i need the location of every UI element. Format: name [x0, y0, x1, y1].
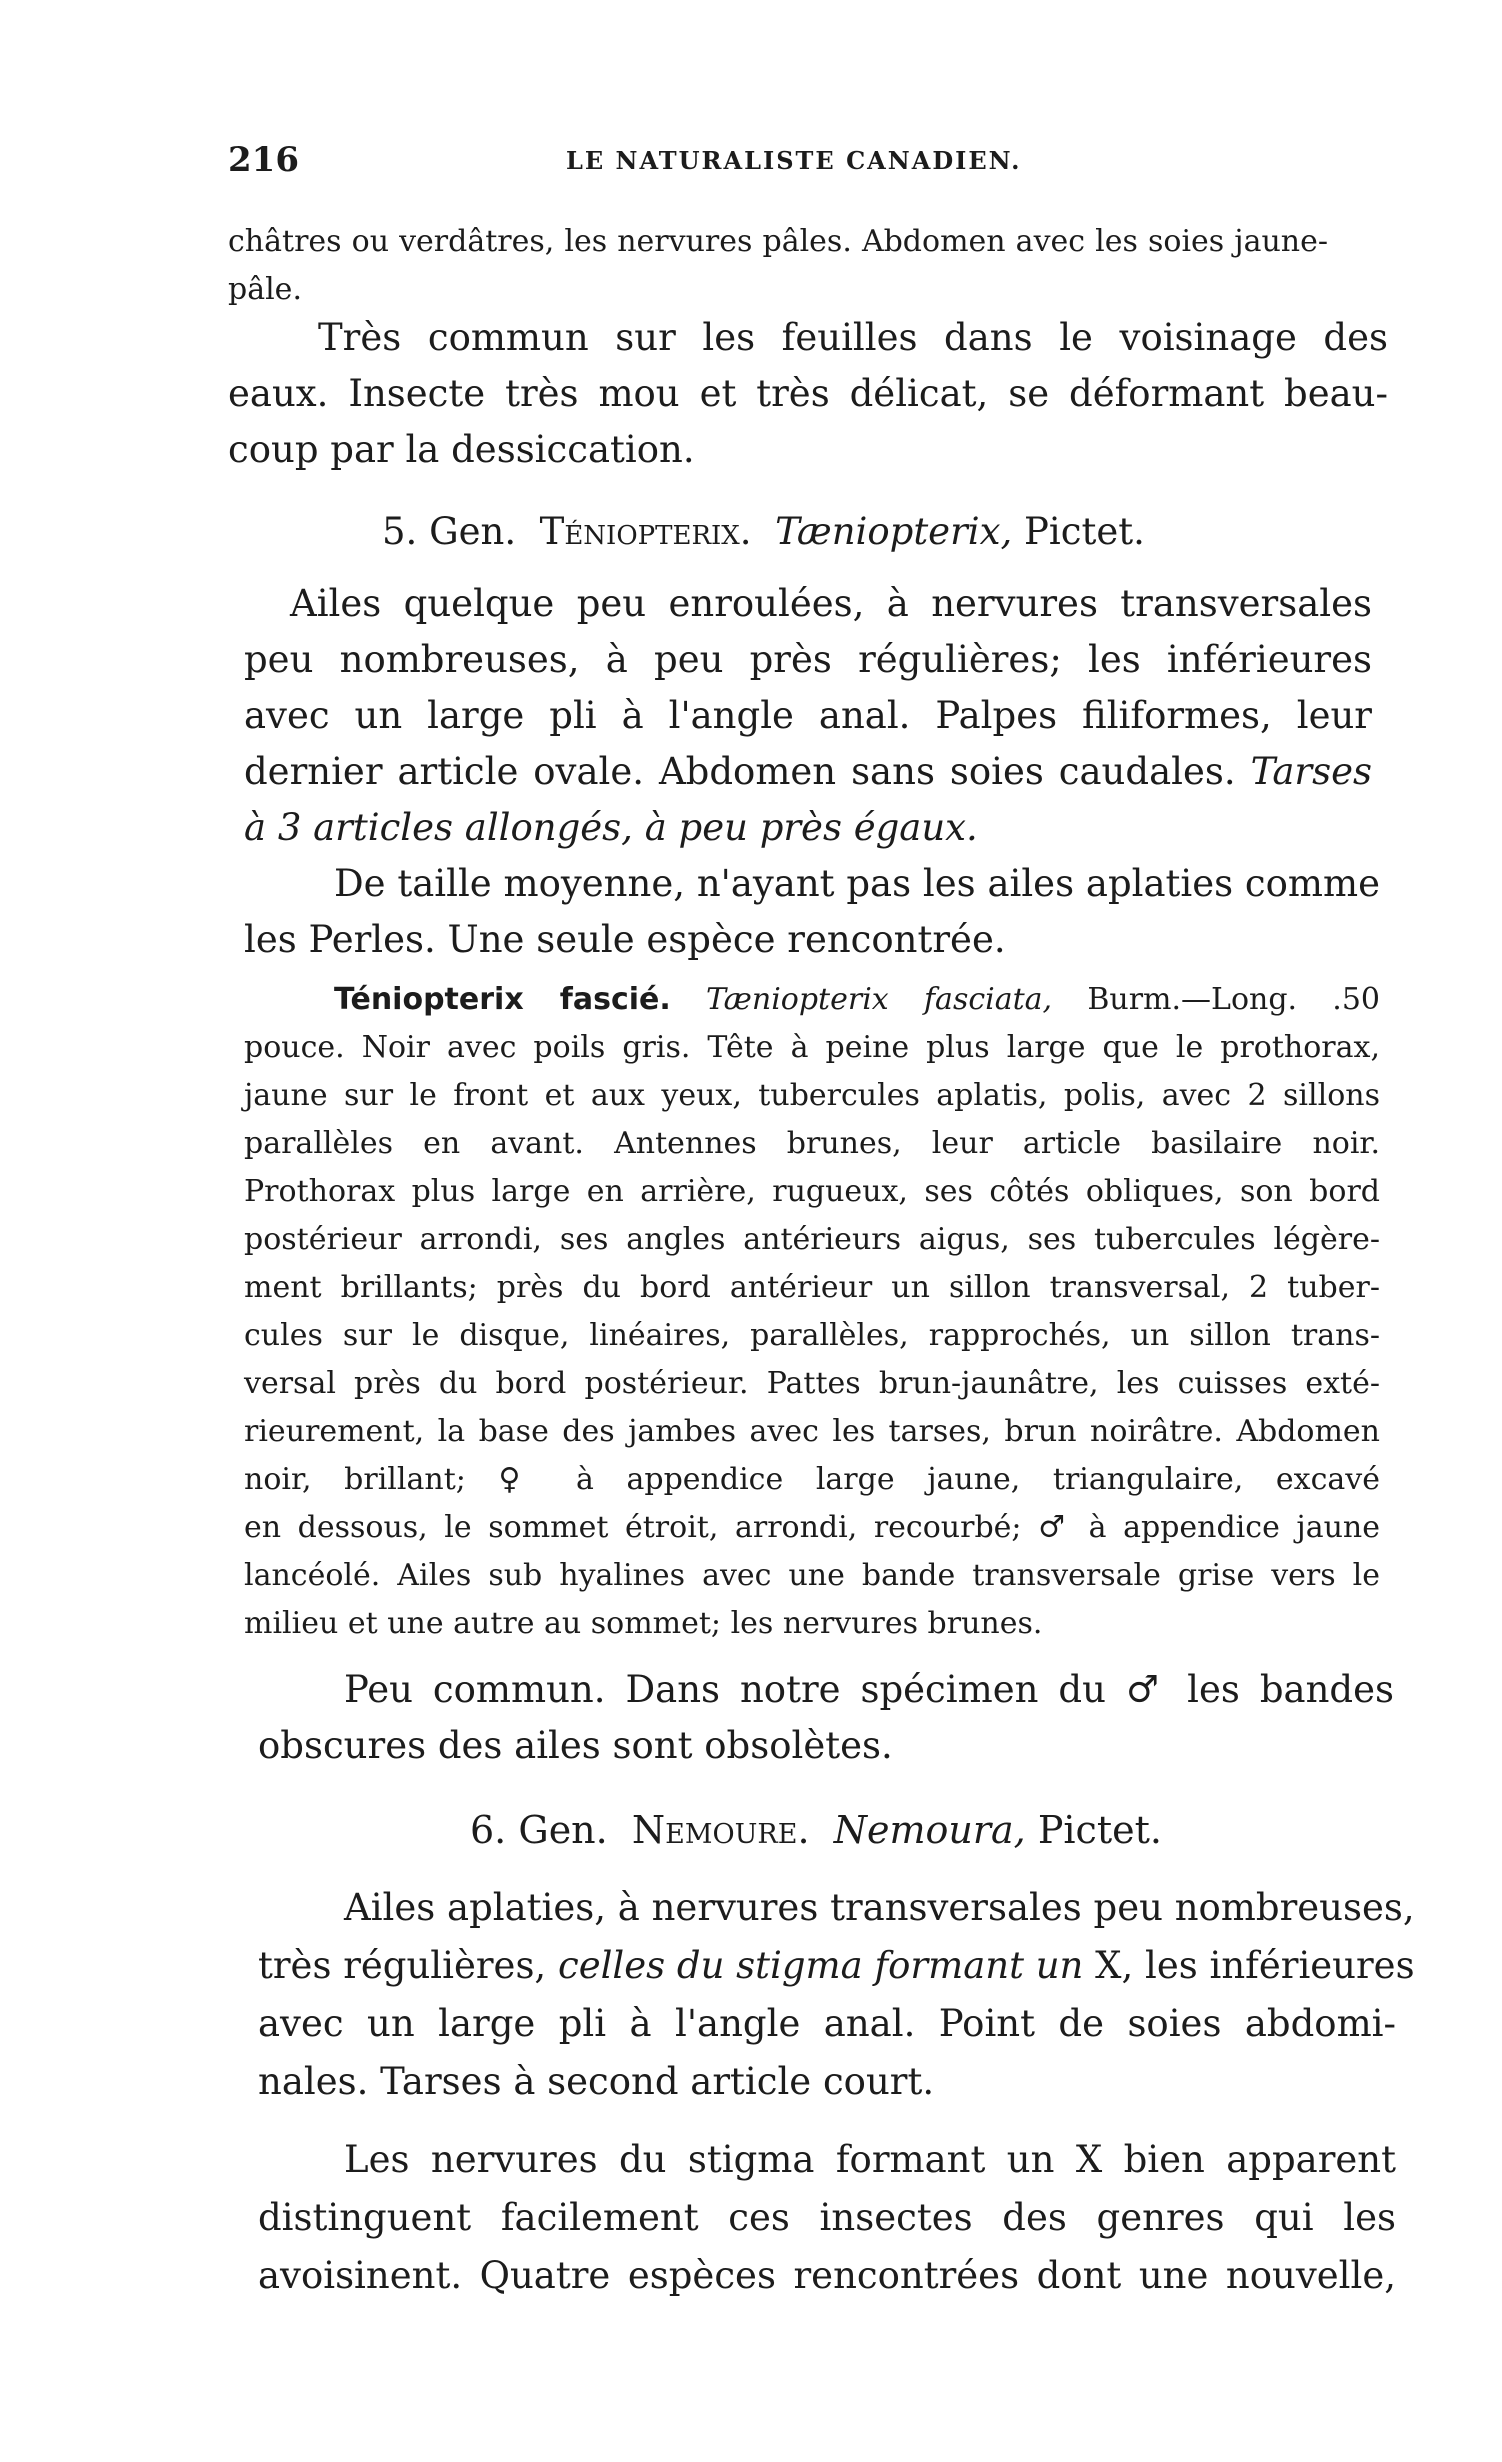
- page-number: 216: [228, 140, 299, 180]
- genus-5-desc-line-1: Ailes quelque peu enroulées, à nervures transversales: [290, 582, 1372, 625]
- genus-6-desc-line-2: [258, 1944, 1415, 1987]
- genus-6-desc-line-1: Ailes aplaties, à nervures transversales peu nombreuses,: [344, 1886, 1415, 1929]
- genus-6-desc-line-4: nales. Tarses à second article court.: [258, 2060, 935, 2103]
- genus-6-notes-line-2: distinguent facilement ces insectes des genres qui les: [258, 2196, 1396, 2239]
- genus-6-desc-line-3: avec un large pli à l'angle anal. Point de soies abdomi-: [258, 2002, 1396, 2045]
- species-line-1-rest: Burm.—Long. .50: [1087, 982, 1380, 1017]
- species-name: Téniopterix fascié.: [334, 982, 671, 1017]
- genus-5-desc-line-4: [244, 750, 1372, 793]
- genus-6-heading: [470, 1808, 1162, 1852]
- genus-6-number: 6. Gen.: [470, 1808, 608, 1852]
- genus-6-desc-line-2-italic: celles du stigma formant un: [557, 1944, 1084, 1987]
- genus-5-number: 5. Gen.: [382, 510, 517, 553]
- species-line-10: rieurement, la base des jambes avec les tarses, brun noirâtre. Abdomen: [244, 1414, 1380, 1449]
- genus-5-desc-line-4-text: dernier article ovale. Abdomen sans soies caudales.: [244, 750, 1236, 793]
- genus-6-desc-line-2-a: très régulières,: [258, 1944, 547, 1987]
- genus-5-name: Téniopterix.: [539, 510, 752, 553]
- species-line-1: [334, 982, 1380, 1017]
- page-header: [228, 140, 1372, 184]
- species-line-3: jaune sur le front et aux yeux, tubercules aplatis, polis, avec 2 sillons: [244, 1078, 1380, 1113]
- genus-6-notes-line-3: avoisinent. Quatre espèces rencontrées dont une nouvelle,: [258, 2254, 1396, 2297]
- genus-5-author: Pictet.: [1024, 510, 1145, 553]
- species-line-7: ment brillants; près du bord antérieur un sillon transversal, 2 tuber-: [244, 1270, 1380, 1305]
- genus-5-latin: Tæniopterix,: [775, 510, 1013, 553]
- genus-5-desc-line-2: peu nombreuses, à peu près régulières; les inférieures: [244, 638, 1372, 681]
- species-line-13: lancéolé. Ailes sub hyalines avec une bande transversale grise vers le: [244, 1558, 1380, 1593]
- species-line-2: pouce. Noir avec poils gris. Tête à peine plus large que le prothorax,: [244, 1030, 1380, 1065]
- genus-5-desc-line-5: [244, 806, 978, 849]
- top-paragraph-line-1: châtres ou verdâtres, les nervures pâles. Abdomen avec les soies jaune-: [228, 224, 1328, 259]
- genus-5-desc-line-3: avec un large pli à l'angle anal. Palpes filiformes, leur: [244, 694, 1372, 737]
- genus-5-heading: [382, 510, 1145, 553]
- species-latin: Tæniopterix fasciata,: [706, 982, 1053, 1017]
- genus-6-name: Nemoure.: [631, 1808, 810, 1852]
- species-notes-line-1: Peu commun. Dans notre spécimen du ♂ les bandes: [344, 1668, 1394, 1711]
- genus-6-author: Pictet.: [1037, 1808, 1162, 1852]
- species-line-8: cules sur le disque, linéaires, parallèles, rapprochés, un sillon trans-: [244, 1318, 1380, 1353]
- top-paragraph-line-2: pâle.: [228, 272, 302, 307]
- species-line-4: parallèles en avant. Antennes brunes, leur article basilaire noir.: [244, 1126, 1380, 1161]
- species-line-9: versal près du bord postérieur. Pattes brun-jaunâtre, les cuisses exté-: [244, 1366, 1380, 1401]
- genus-5-desc-line-4-italic: Tarses: [1250, 750, 1372, 793]
- genus-6-notes-line-1: Les nervures du stigma formant un X bien apparent: [344, 2138, 1396, 2181]
- habitat-line-2: eaux. Insecte très mou et très délicat, se déformant beau-: [228, 372, 1388, 415]
- genus-6-desc-line-2-c: X, les inférieures: [1095, 1944, 1415, 1987]
- species-line-6: postérieur arrondi, ses angles antérieurs aigus, ses tubercules légère-: [244, 1222, 1380, 1257]
- species-line-12: en dessous, le sommet étroit, arrondi, recourbé; ♂ à appendice jaune: [244, 1510, 1380, 1545]
- running-head: LE NATURALISTE CANADIEN.: [566, 146, 1022, 175]
- genus-5-desc-line-5-italic: à 3 articles allongés, à peu près égaux.: [244, 806, 978, 849]
- species-line-5: Prothorax plus large en arrière, rugueux, ses côtés obliques, son bord: [244, 1174, 1380, 1209]
- species-notes-line-2: obscures des ailes sont obsolètes.: [258, 1724, 893, 1767]
- genus-6-latin: Nemoura,: [833, 1808, 1026, 1852]
- genus-5-notes-line-1: De taille moyenne, n'ayant pas les ailes aplaties comme: [334, 862, 1380, 905]
- species-line-11: noir, brillant; ♀ à appendice large jaune, triangulaire, excavé: [244, 1462, 1380, 1497]
- species-line-14: milieu et une autre au sommet; les nervures brunes.: [244, 1606, 1043, 1641]
- habitat-line-1: Très commun sur les feuilles dans le voisinage des: [318, 316, 1388, 359]
- habitat-line-3: coup par la dessiccation.: [228, 428, 695, 471]
- genus-5-notes-line-2: les Perles. Une seule espèce rencontrée.: [244, 918, 1006, 961]
